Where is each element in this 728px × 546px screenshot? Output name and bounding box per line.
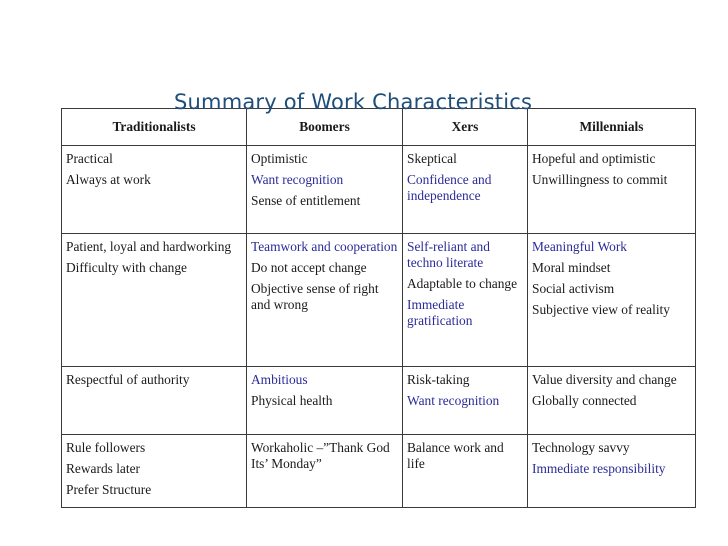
cell-boomers	[247, 234, 403, 367]
trait-text: Adaptable to change	[407, 276, 518, 291]
trait-text: Risk-taking	[407, 372, 470, 387]
trait-text: Globally connected	[532, 393, 637, 408]
cell-traditionalists	[62, 146, 247, 234]
trait-text: Objective sense of right and wrong	[251, 281, 379, 312]
cell-xers	[403, 435, 528, 508]
table-row	[62, 146, 696, 234]
trait-text: Want recognition	[251, 172, 344, 187]
trait-text: Immediate responsibility	[532, 461, 666, 476]
header-boomers: Boomers	[247, 109, 403, 146]
trait-text: Balance work and life	[407, 440, 504, 471]
cell-boomers	[247, 435, 403, 508]
work-characteristics-table	[61, 108, 696, 508]
trait-text: Respectful of authority	[66, 372, 190, 387]
header-millennials: Millennials	[528, 109, 696, 146]
trait-text: Confidence and independence	[407, 172, 492, 203]
cell-traditionalists	[62, 367, 247, 435]
cell-traditionalists	[62, 234, 247, 367]
cell-millennials	[528, 367, 696, 435]
cell-millennials	[528, 234, 696, 367]
trait-text: Optimistic	[251, 151, 308, 166]
table-row	[62, 367, 696, 435]
slide-title: Summary of Work Characteristics	[174, 90, 533, 114]
trait-text: Physical health	[251, 393, 333, 408]
trait-text: Immediate gratification	[407, 297, 473, 328]
trait-text: Subjective view of reality	[532, 302, 670, 317]
header-xers: Xers	[403, 109, 528, 146]
trait-text: Prefer Structure	[66, 482, 152, 497]
trait-text: Ambitious	[251, 372, 308, 387]
trait-text: Sense of entitlement	[251, 193, 361, 208]
cell-millennials	[528, 146, 696, 234]
trait-text: Practical	[66, 151, 113, 166]
header-traditionalists: Traditionalists	[62, 109, 247, 146]
cell-traditionalists	[62, 435, 247, 508]
trait-text: Rule followers	[66, 440, 146, 455]
trait-text: Rewards later	[66, 461, 140, 476]
header-row	[62, 109, 696, 146]
trait-text: Want recognition	[407, 393, 500, 408]
trait-text: Meaningful Work	[532, 239, 627, 254]
trait-text: Moral mindset	[532, 260, 611, 275]
trait-text: Patient, loyal and hardworking	[66, 239, 232, 254]
cell-millennials	[528, 435, 696, 508]
trait-text: Always at work	[66, 172, 151, 187]
cell-xers	[403, 146, 528, 234]
cell-boomers	[247, 367, 403, 435]
trait-text: Hopeful and optimistic	[532, 151, 656, 166]
trait-text: Do not accept change	[251, 260, 367, 275]
cell-boomers	[247, 146, 403, 234]
trait-text: Workaholic –”Thank God Its’ Monday”	[251, 440, 390, 471]
trait-text: Difficulty with change	[66, 260, 187, 275]
trait-text: Social activism	[532, 281, 615, 296]
trait-text: Self-reliant and techno literate	[407, 239, 490, 270]
trait-text: Technology savvy	[532, 440, 630, 455]
table-row	[62, 435, 696, 508]
trait-text: Value diversity and change	[532, 372, 677, 387]
trait-text: Teamwork and cooperation	[251, 239, 398, 254]
cell-xers	[403, 234, 528, 367]
cell-xers	[403, 367, 528, 435]
trait-text: Skeptical	[407, 151, 457, 166]
table-row	[62, 234, 696, 367]
trait-text: Unwillingness to commit	[532, 172, 668, 187]
